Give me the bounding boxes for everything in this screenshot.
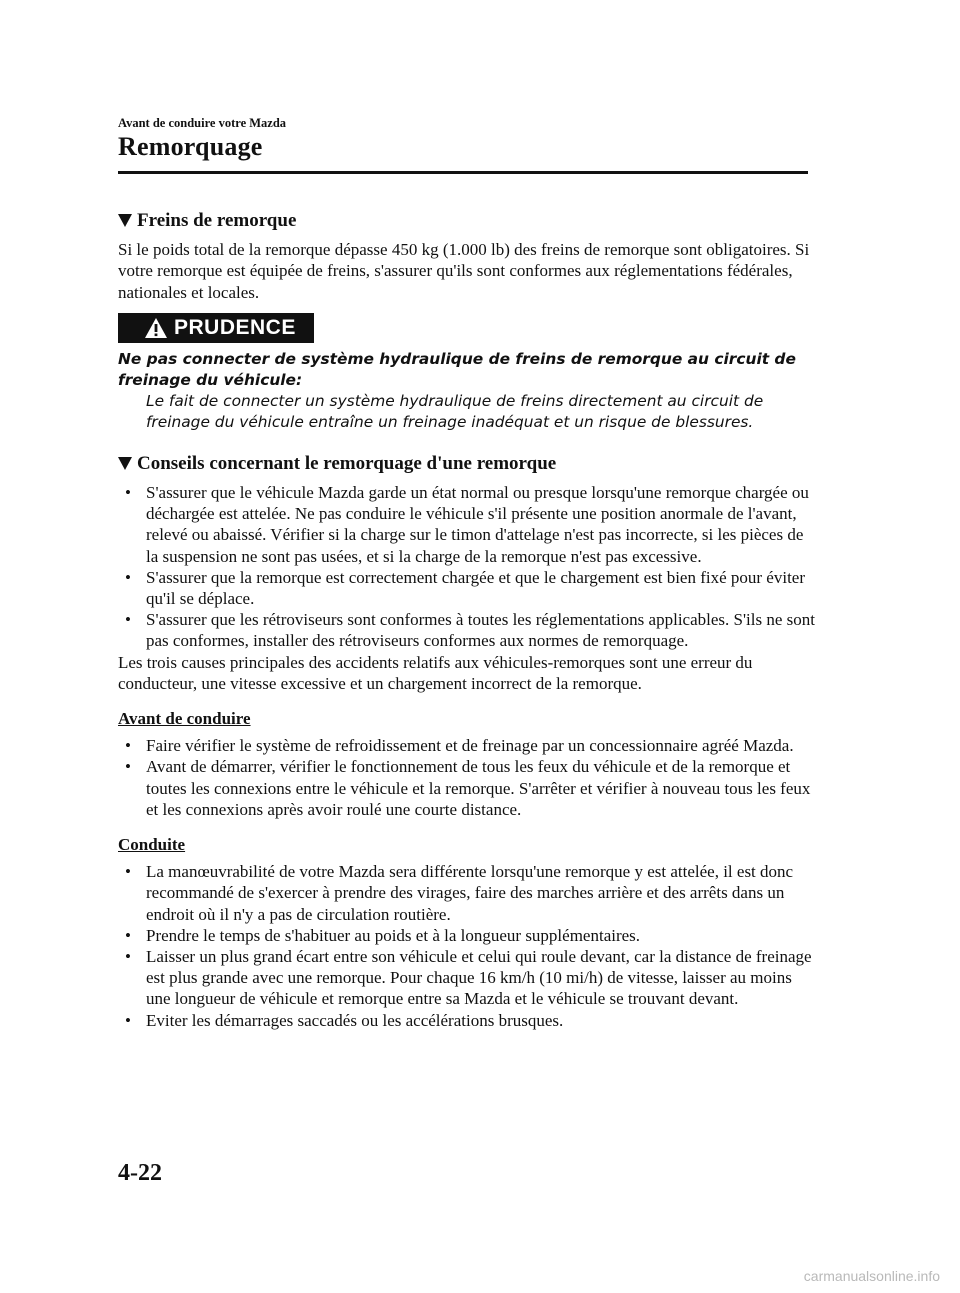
section-title: Remorquage — [118, 132, 263, 161]
avant-list — [118, 735, 818, 820]
list-item: • Eviter les démarrages saccadés ou les accélérations brusques. — [118, 1010, 818, 1031]
caution-text — [118, 349, 818, 433]
caution-detail: Le fait de connecter un système hydraulique de freins directement au circuit de freinage du véhicule entraîne un freinage inadéquat et un risque de blessures. — [146, 391, 764, 431]
list-item: • Avant de démarrer, vérifier le fonctionnement de tous les feux du véhicule et de la remorque et toutes les connexions entre le véhicule et la remorque. S'arrêter et vérifier à nouveau tous les feux et les connexions après avoir roulé une courte distance. — [118, 756, 818, 820]
conduite-list — [118, 861, 818, 1031]
conseils-summary: Les trois causes principales des accidents relatifs aux véhicules-remorques sont une erreur du conducteur, une vitesse excessive et un chargement incorrect de la remorque. — [118, 652, 753, 693]
triangle-down-icon — [118, 214, 132, 227]
triangle-down-icon — [118, 457, 132, 470]
conseils-heading-text: Conseils concernant le remorquage d'une remorque — [137, 452, 557, 474]
list-item: • S'assurer que la remorque est correctement chargée et que le chargement est bien fixé pour éviter qu'il se déplace. — [118, 567, 818, 609]
list-item: • S'assurer que les rétroviseurs sont conformes à toutes les réglementations applicables. S'ils ne sont pas conformes, installer des rétroviseurs conformes aux normes de remorquage. — [118, 609, 818, 651]
header-rule — [118, 171, 808, 174]
freins-paragraph: Si le poids total de la remorque dépasse 450 kg (1.000 lb) des freins de remorque sont obligatoires. Si votre remorque est équipée de freins, s'assurer qu'ils sont conformes aux réglementations fédérales, nationales et locales. — [118, 240, 810, 302]
caution-lead: Ne pas connecter de système hydraulique de freins de remorque au circuit de freinage du véhicule: — [118, 349, 796, 389]
caution-banner — [118, 313, 314, 343]
list-item: • La manœuvrabilité de votre Mazda sera différente lorsqu'une remorque y est attelée, il est donc recommandé de s'exercer à prendre des virages, faire des marches arrière et des arrêts dans un endroit où il n'y a pas de circulation routière. — [118, 861, 818, 925]
avant-heading: Avant de conduire — [118, 709, 251, 729]
list-item: • Prendre le temps de s'habituer au poids et à la longueur supplémentaires. — [118, 925, 818, 946]
list-item: • Faire vérifier le système de refroidissement et de freinage par un concessionnaire agréé Mazda. — [118, 735, 818, 756]
freins-heading-text: Freins de remorque — [137, 210, 297, 231]
page-content — [118, 210, 818, 1031]
warning-triangle-icon — [144, 317, 168, 339]
caution-label: PRUDENCE — [174, 316, 296, 340]
conseils-heading — [118, 453, 818, 474]
chapter-header: Avant de conduire votre Mazda — [118, 116, 287, 130]
list-item: • Laisser un plus grand écart entre son véhicule et celui qui roule devant, car la distance de freinage est plus grande avec une remorque. Pour chaque 16 km/h (10 mi/h) de vitesse, laisser au moins une longueur de véhicule et remorque entre sa Mazda et le véhicule se trouvant devant. — [118, 946, 818, 1010]
conduite-heading: Conduite — [118, 835, 186, 855]
list-item: • S'assurer que le véhicule Mazda garde un état normal ou presque lorsqu'une remorque chargée ou déchargée est attelée. Ne pas conduire le véhicule s'il présente une position anormale de l'avant, relevé ou abaissé. Vérifier si la charge sur le timon d'attelage n'est pas incorrecte, si les pièces de la suspension ne sont pas usées, et si la charge de la remorque n'est pas excessive. — [118, 482, 818, 567]
watermark: carmanualsonline.info — [803, 1268, 940, 1284]
freins-heading — [118, 210, 818, 231]
page-number: 4-22 — [118, 1160, 162, 1186]
conseils-list — [118, 482, 818, 652]
